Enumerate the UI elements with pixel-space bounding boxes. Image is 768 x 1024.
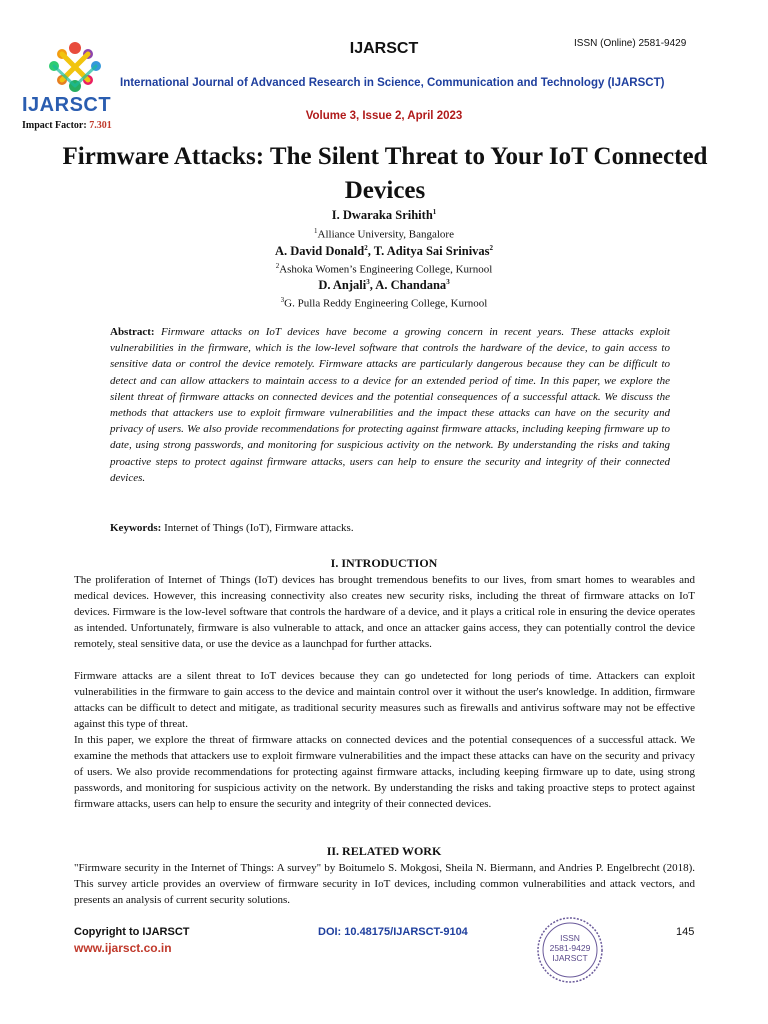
author-name: , T. Aditya Sai Srinivas <box>367 244 490 259</box>
abstract-label: Abstract: <box>110 326 161 338</box>
impact-factor-label: Impact Factor: <box>22 120 90 131</box>
affiliation-text: G. Pulla Reddy Engineering College, Kurnool <box>284 297 488 310</box>
logo-wordmark: IJARSCT <box>22 94 112 116</box>
author-sup: 2 <box>364 244 368 252</box>
intro-paragraph-2: Firmware attacks are a silent threat to IoT devices because they can go undetected for long periods of time. Attackers can exploit vulnerabilities in the firmware to gain access to the device and maintain control over it without the user's knowledge. In addition, firmware attacks can be difficult to detect and mitigate, as traditional security measures such as firewalls and antivirus software may not be effective against this type of threat. <box>74 670 695 730</box>
author-name: , A. Chandana <box>369 278 447 293</box>
copyright: Copyright to IJARSCT <box>74 926 190 938</box>
journal-abbreviation: IJARSCT <box>349 40 419 57</box>
intro-paragraph-3: In this paper, we explore the threat of firmware attacks on connected devices and the potential consequences of a successful attack. We examine the methods that attackers use to exploit firmware vulnerabilities and the impact these attacks can have on the security and privacy of users. We also provide recommendations for protecting against firmware attacks, including keeping firmware up to date, using strong passwords, and monitoring for suspicious activity on the network. By understanding the risks and taking proactive steps to protect against firmware attacks, users can help to ensure the security and integrity of their connected devices. <box>74 734 695 810</box>
related-paragraph-1: "Firmware security in the Internet of Things: A survey" by Boitumelo S. Mokgosi, Sheila N. Biermann, and Andries P. Engelbrecht (2018). This survey article provides an overview of firmware security in IoT devices, including common vulnerabilities and attack vectors, and presents an analysis of current security solutions. <box>74 862 695 906</box>
page-number: 145 <box>676 926 695 938</box>
seal-line-3: IJARSCT <box>552 953 588 963</box>
author-sup: 3 <box>366 278 370 286</box>
abstract <box>110 324 670 486</box>
affiliation-sup: 1 <box>314 227 318 235</box>
section-heading-introduction: I. INTRODUCTION <box>330 556 438 570</box>
author-line-2 <box>0 244 768 259</box>
affiliation-3 <box>0 296 768 310</box>
seal-line-2: 2581-9429 <box>549 943 591 953</box>
section-heading-related-work: II. RELATED WORK <box>326 844 442 858</box>
website-link[interactable]: www.ijarsct.co.in <box>74 941 172 955</box>
impact-factor <box>22 120 112 131</box>
impact-factor-value: 7.301 <box>89 120 112 131</box>
paper-title: Firmware Attacks: The Silent Threat to Your IoT Connected Devices <box>62 143 708 204</box>
issn-seal-text <box>536 933 604 963</box>
affiliation-sup: 2 <box>275 262 280 270</box>
author-name: I. Dwaraka Srihith <box>331 208 433 223</box>
author-sup: 3 <box>446 278 450 286</box>
keywords <box>110 522 354 534</box>
affiliation-sup: 3 <box>280 296 285 304</box>
affiliation-text: Alliance University, Bangalore <box>317 228 454 241</box>
author-sup: 1 <box>432 208 437 216</box>
abstract-body: Firmware attacks on IoT devices have become a growing concern in recent years. These attacks exploit vulnerabilities in the firmware, which is the low-level software that controls the hardware of the device, to gain access to sensitive data or control the device remotely. Firmware attacks are particularly dangerous because they can be difficult to detect and can allow attackers to maintain access to a device for an extended period of time. In this paper, we explore the silent threat of firmware attacks on connected devices and the potential consequences of a successful attack. We discuss the methods that attackers use to exploit firmware vulnerabilities and the impact these attacks can have on the security and privacy of users. We also provide recommendations for protecting against firmware attacks, including keeping firmware up to date, using strong passwords, and monitoring for suspicious activity on the network. By understanding the risks and taking proactive steps to protect against firmware attacks, users can help to ensure the security and integrity of their connected devices. <box>110 326 670 484</box>
journal-full-name: International Journal of Advanced Research in Science, Communication and Technology (IJARSCT) <box>120 77 665 89</box>
author-line-1 <box>0 208 768 223</box>
doi: DOI: 10.48175/IJARSCT-9104 <box>318 926 468 938</box>
issn-online: ISSN (Online) 2581-9429 <box>574 38 687 49</box>
author-name: D. Anjali <box>318 278 367 293</box>
keywords-label: Keywords: <box>110 522 165 534</box>
author-sup: 2 <box>489 244 494 252</box>
author-name: A. David Donald <box>274 244 365 259</box>
seal-line-1: ISSN <box>560 933 580 943</box>
keywords-body: Internet of Things (IoT), Firmware attacks. <box>164 522 354 534</box>
affiliation-2 <box>0 262 768 276</box>
affiliation-text: Ashoka Women’s Engineering College, Kurnool <box>279 263 493 276</box>
author-line-3 <box>0 278 768 293</box>
intro-paragraph-1: The proliferation of Internet of Things (IoT) devices has brought tremendous benefits to our lives, from smart homes to wearables and medical devices. However, this increasing connectivity also creates new security risks, including the threat of firmware attacks on IoT devices. Firmware is the low-level software that controls the hardware of a device, and it plays a critical role in ensuring the device operates as intended. Unfortunately, firmware is also vulnerable to attack, and once an attacker gains access, they can potentially control the device remotely, steal sensitive data, or use the device as a launchpad for further attacks. <box>74 574 695 650</box>
affiliation-1 <box>0 227 768 241</box>
volume-issue-date: Volume 3, Issue 2, April 2023 <box>305 110 463 122</box>
